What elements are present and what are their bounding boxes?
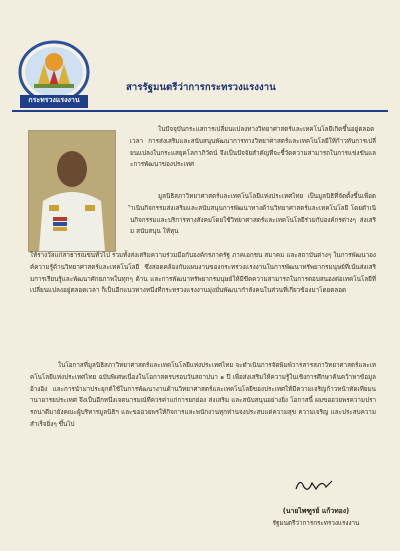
page-title: สารรัฐมนตรีว่าการกระทรวงแรงงาน (126, 82, 276, 93)
header-divider (12, 110, 388, 112)
signature (292, 475, 342, 495)
paragraph-2-text: มูลนิธิสภาวิทยาศาสตร์และเทคโนโลยีแห่งประเทศไทย เป็นมูลนิธิที่จัดตั้งขึ้นเพื่อดำเนินกิจกรรมส่งเสริมและสนับสนุนการพัฒนาทางด้านวิทยาศาสตร์และเทคโนโลยี โดยดำเนินกิจกรรมและบริการทางสังคมโดยใช้วิทยาศาสตร์และเทคโนโลยีร่วมกับองค์กรต่างๆ ส่งเสริม สนับสนุน ให้ทุน (130, 193, 376, 236)
paragraph-3 (30, 360, 376, 431)
signer-title: รัฐมนตรีว่าการกระทรวงแรงงาน (272, 520, 360, 527)
paragraph-2-continued (30, 250, 376, 297)
paragraph-1 (130, 124, 376, 171)
minister-portrait (28, 130, 116, 252)
paragraph-2b-text: ให้รางวัลแก่สาธารณชนทั่วไป รวมทั้งส่งเสริมความร่วมมือกับองค์กรภาครัฐ ภาคเอกชน สมาคม และสถาบันต่างๆ ในการพัฒนาองค์ความรู้ด้านวิทยาศาสตร์และเทคโนโลยี ซึ่งสอดคล้องกับแผนงานของกระทรวงแรงงานในการพัฒนาทรัพยากรมนุษย์ที่เน้นส่งเสริมการเรียนรู้และพัฒนาศักยภาพในทุกๆ ด้าน และการพัฒนาทรัพยากรมนุษย์ให้มีขีดความสามารถในการตอบสนองต่อเทคโนโลยีที่เปลี่ยนแปลงอยู่ตลอดเวลา ก็เป็นอีกแนวทางหนึ่งที่กระทรวงแรงงานมุ่งมั่นพัฒนากำลังคนในส่วนที่เกี่ยวข้องมาโดยตลอด (30, 252, 376, 295)
logo-banner-text: กระทรวงแรงงาน (28, 96, 80, 104)
handwritten-signature-icon (292, 475, 342, 495)
signer-name: (นายไพฑูรย์ แก้วทอง) (282, 507, 350, 515)
paragraph-2 (130, 191, 376, 238)
portrait-icon (29, 131, 115, 251)
paragraph-3-text: ในโอกาสที่มูลนิธิสภาวิทยาศาสตร์และเทคโนโลยีแห่งประเทศไทย จะดำเนินการจัดพิมพ์วารสารสภาวิทยาศาสตร์และเทคโนโลยีแห่งประเทศไทย ฉบับพิเศษเนื่องในโอกาสครบรอบวันสถาปนา ๑ ปี เพื่อส่งเสริมให้ความรู้ในเชิงการศึกษาค้นคว้าหาข้อมูลอ้างอิง และการนำมาประยุกต์ใช้ในการพัฒนางานด้านวิทยาศาสตร์และเทคโนโลยีของประเทศให้มีความเจริญก้าวหน้าทัดเทียมนานาอารยประเทศ จึงเป็นอีกหนึ่งเจตนารมณ์ที่ควรค่าแก่การยกย่อง ส่งเสริม และสนับสนุนอย่างยิ่ง โอกาสนี้ ผมขออวยพรความปรารถนาดีมายังคณะผู้บริหารมูลนิธิฯ และขออวยพรให้กิจการและพนักงานทุกท่านจงประสบแต่ความสุข ความเจริญ และประสบความสำเร็จยิ่งๆ ขึ้นไป (30, 362, 376, 428)
paragraph-1-text: ในปัจจุบันกระแสการเปลี่ยนแปลงทางวิทยาศาสตร์และเทคโนโลยีเกิดขึ้นอยู่ตลอดเวลา การส่งเสริมและสนับสนุนพัฒนาการทางวิทยาศาสตร์และเทคโนโลยีให้ก้าวทันการเปลี่ยนแปลงในกระแสยุคโลกาภิวัตน์ จึงเป็นปัจจัยสำคัญที่จะชี้วัดความสามารถในการแข่งขันและการพัฒนาของประเทศ (130, 126, 376, 169)
